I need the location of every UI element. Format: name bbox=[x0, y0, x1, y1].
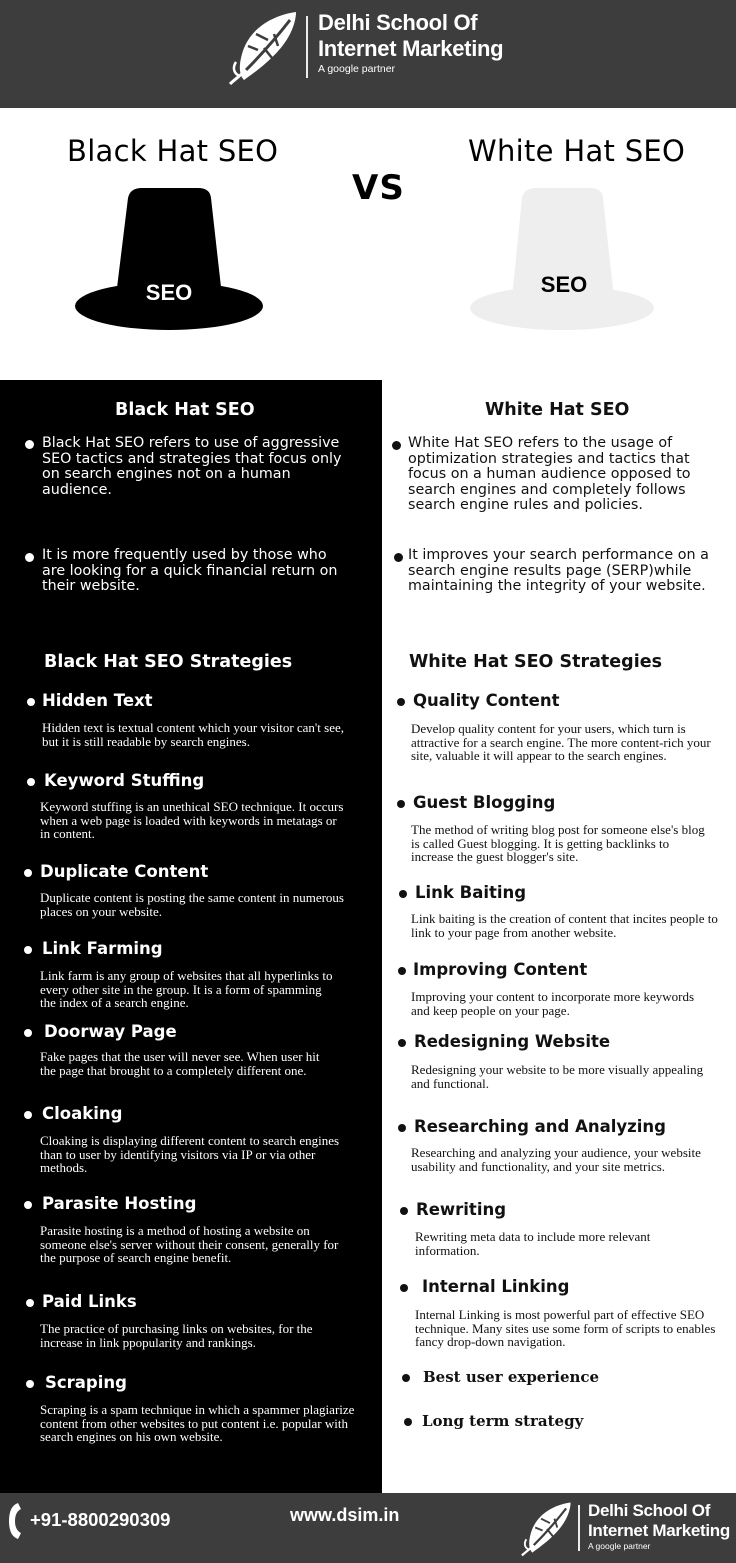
logo-divider bbox=[306, 16, 308, 78]
black-intro-item: Black Hat SEO refers to use of aggressive SEO tactics and strategies that focus only on search engines not on a human audience. bbox=[42, 436, 352, 498]
black-hat-section-title: Black Hat SEO bbox=[115, 400, 255, 420]
bullet-icon bbox=[25, 553, 34, 562]
bullet-icon bbox=[400, 1207, 408, 1215]
bullet-icon bbox=[398, 967, 406, 975]
bullet-icon bbox=[24, 946, 32, 954]
black-hat-panel: Black Hat SEO Black Hat SEO refers to use of aggressive SEO tactics and strategies that focus only on search engines not on a human audience. It is more frequently used by those who are looking for a quick financial return on their website. Black Hat SEO Strategies Hidden Text Hidden text is textual content which your visitor can't see, but it is still readable by search engines. Keyword Stuffing Keyword stuffing is an unethical SEO technique. It occurs when a web page is loaded with keywords in metatags or in content. Duplicate Content Duplicate content is posting the same content in numerous places on your website. Link Farming Link farm is any group of websites that all hyperlinks to every other site in the group. It is a form of spamming the index of a search engine. Doorway Page Fake pages that the user will never see. When user hit the page that brought to a completely different one. Cloaking Cloaking is displaying different content to search engines than to user by identifying visitors via IP or via other methods. Parasite Hosting Parasite hosting is a method of hosting a website on someone else's server without their consent, generally for the purpose of search engine benefit. Paid Links The practice of purchasing links on websites, for the increase in link ppopularity and rankings. Scraping Scraping is a spam technique in which a spammer plagiarize content from other websites to put content i.e. popular with search engines on his own website. bbox=[0, 380, 382, 1493]
bullet-icon bbox=[398, 1124, 406, 1132]
header-banner bbox=[0, 0, 736, 108]
phone-number[interactable]: +91-8800290309 bbox=[30, 1509, 171, 1530]
bullet-icon bbox=[25, 440, 34, 449]
bullet-icon bbox=[399, 890, 407, 898]
brand-tagline: A google partner bbox=[318, 63, 396, 75]
versus-label: VS bbox=[352, 168, 405, 208]
bullet-icon bbox=[26, 1380, 34, 1388]
bullet-icon bbox=[398, 1039, 406, 1047]
brand-name-line2: Internet Marketing bbox=[318, 36, 504, 61]
bullet-icon bbox=[397, 698, 405, 706]
brand-name-line2: Internet Marketing bbox=[588, 1521, 730, 1540]
bullet-icon bbox=[404, 1418, 412, 1426]
bullet-icon bbox=[400, 1284, 408, 1292]
bullet-icon bbox=[24, 1111, 32, 1119]
leaf-logo-icon bbox=[228, 10, 300, 86]
bullet-icon bbox=[27, 698, 35, 706]
black-hat-icon bbox=[74, 186, 264, 332]
white-intro-item: It improves your search performance on a search engine results page (SERP)while maintaining the integrity of your website. bbox=[408, 548, 723, 595]
bullet-icon bbox=[402, 1374, 410, 1382]
black-strategies-title: Black Hat SEO Strategies bbox=[44, 652, 293, 672]
bullet-icon bbox=[24, 1029, 32, 1037]
bullet-icon bbox=[397, 800, 405, 808]
white-hat-panel: White Hat SEO White Hat SEO refers to the usage of optimization strategies and tactics that focus on a human audience opposed to search engines and completely follows search engine rules and policies. It improves your search performance on a search engine results page (SERP)while maintaining the integrity of your website. White Hat SEO Strategies Quality Content Develop quality content for your users, which turn is attractive for a search engine. The more content-rich your site, valuable it will appear to the search engines. Guest Blogging The method of writing blog post for someone else's blog is called Guest blogging. It is getting backlinks to increase the guest blogger's site. Link Baiting Link baiting is the creation of content that incites people to link to your page from another website. Improving Content Improving your content to incorporate more keywords and keep people on your page. Redesigning Website Redesigning your website to be more visually appealing and functional. Researching and Analyzing Researching and analyzing your audience, your website usability and functionality, and your site metrics. Rewriting Rewriting meta data to include more relevant information. Internal Linking Internal Linking is most powerful part of effective SEO technique. Many sites use some form of scripts to enables fancy drop-down navigation. Best user experience Long term strategy bbox=[382, 380, 736, 1493]
bullet-icon bbox=[26, 1299, 34, 1307]
black-hat-label: SEO bbox=[145, 280, 193, 305]
bullet-icon bbox=[24, 869, 32, 877]
white-hat-heading: White Hat SEO bbox=[468, 134, 686, 168]
white-intro-item: White Hat SEO refers to the usage of optimization strategies and tactics that focus on a human audience opposed to search engines and completely follows search engine rules and policies. bbox=[408, 436, 718, 514]
phone-icon bbox=[6, 1501, 28, 1541]
white-hat-icon bbox=[468, 186, 656, 332]
brand-logo[interactable] bbox=[228, 10, 503, 86]
footer-brand-logo[interactable] bbox=[520, 1501, 730, 1557]
black-hat-heading: Black Hat SEO bbox=[67, 134, 279, 168]
bullet-icon bbox=[27, 778, 35, 786]
logo-divider bbox=[578, 1505, 580, 1551]
footer-bar bbox=[0, 1493, 736, 1563]
brand-tagline: A google partner bbox=[588, 1541, 651, 1551]
leaf-logo-icon bbox=[520, 1501, 574, 1557]
white-hat-section-title: White Hat SEO bbox=[485, 400, 630, 420]
brand-name-line1: Delhi School Of bbox=[588, 1501, 711, 1520]
bullet-icon bbox=[394, 553, 403, 562]
black-intro-item: It is more frequently used by those who are looking for a quick financial return on their website. bbox=[42, 548, 342, 595]
white-strategies-title: White Hat SEO Strategies bbox=[409, 652, 662, 672]
white-hat-label: SEO bbox=[540, 272, 588, 297]
bullet-icon bbox=[24, 1201, 32, 1209]
website-link[interactable]: www.dsim.in bbox=[290, 1505, 400, 1525]
bullet-icon bbox=[392, 441, 401, 450]
brand-name-line1: Delhi School Of bbox=[318, 10, 478, 35]
